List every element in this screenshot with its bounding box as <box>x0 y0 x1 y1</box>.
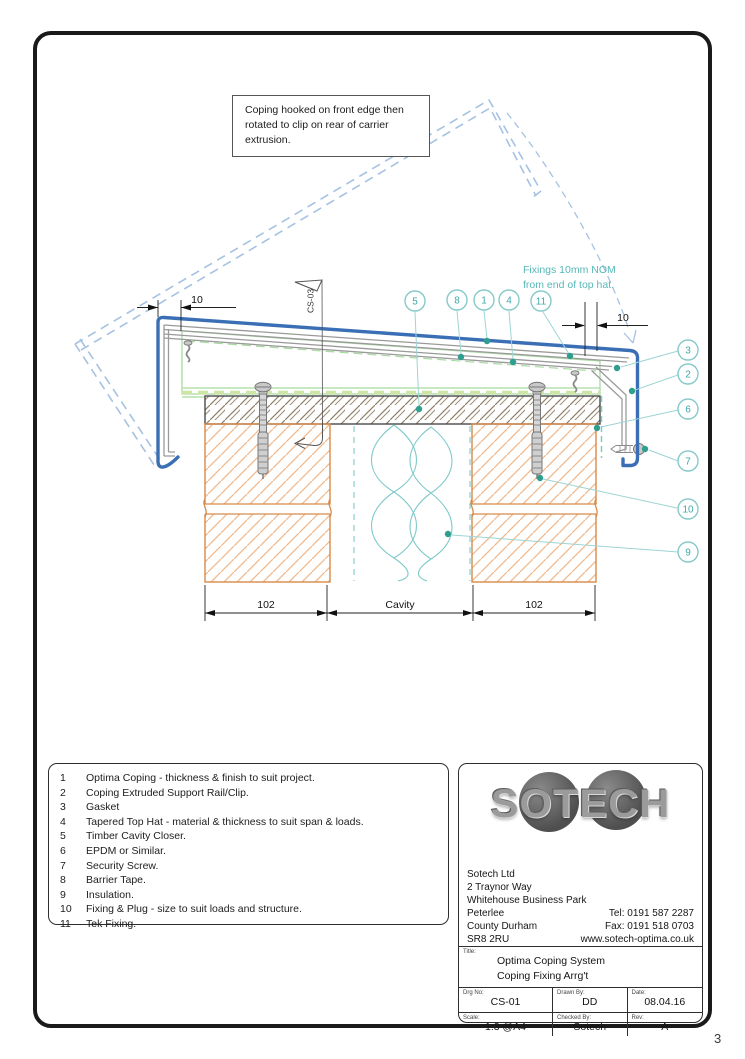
svg-text:9: 9 <box>685 547 691 559</box>
svg-text:8: 8 <box>454 295 460 307</box>
title-block-fields <box>459 987 702 1036</box>
callout-8 <box>447 290 467 310</box>
drawing-title-cell <box>459 946 702 987</box>
company-line: Whitehouse Business Park <box>467 895 587 906</box>
fixings-note-line1: Fixings 10mm NOM <box>523 264 616 276</box>
drawn-by-value: DD <box>582 996 598 1008</box>
rev-value: A <box>661 1021 669 1033</box>
callout-9 <box>678 542 698 562</box>
dim-cavity: Cavity <box>385 599 415 611</box>
drg-no-cell: Drg No: CS-01 <box>459 988 552 1012</box>
note-item-2: 2 Coping Extruded Support Rail/Clip. <box>60 786 249 799</box>
svg-text:10: 10 <box>682 504 694 516</box>
cavity-insulation <box>354 425 470 581</box>
callout-3 <box>678 340 698 360</box>
date-value: 08.04.16 <box>644 996 686 1008</box>
svg-text:7: 7 <box>685 456 691 468</box>
fixings-note-line2: from end of top hat. <box>523 279 615 291</box>
fax-number: Fax: 0191 518 0703 <box>605 921 694 932</box>
note-item-8: 8 Barrier Tape. <box>60 874 146 887</box>
callout-1 <box>474 290 494 310</box>
annotation-line: rotated to clip on rear of carrier <box>245 118 389 131</box>
page-number: 3 <box>714 1031 722 1046</box>
svg-text:1: 1 <box>481 295 487 307</box>
callout-11 <box>531 291 551 311</box>
sotech-logo <box>459 764 702 866</box>
company-line: 2 Traynor Way <box>467 882 532 893</box>
note-item-6: 6 EPDM or Similar. <box>60 844 166 857</box>
company-address <box>459 866 702 946</box>
title-label: Title: <box>463 949 476 955</box>
drawing-title-line2: Coping Fixing Arrg't <box>497 969 589 982</box>
company-line: Sotech Ltd <box>467 869 515 880</box>
drawing-title-line1: Optima Coping System <box>497 955 605 967</box>
callout-7 <box>678 451 698 471</box>
phone-number: Tel: 0191 587 2287 <box>608 908 694 919</box>
fixings-note <box>523 264 616 291</box>
callout-4 <box>499 290 519 310</box>
logo-wordmark: SOTECH <box>490 782 671 826</box>
drawn-by-cell: Drawn By: DD <box>552 988 627 1012</box>
dim-102-right: 102 <box>525 599 543 611</box>
callout-10 <box>678 499 698 519</box>
dim-102-left: 102 <box>257 599 275 611</box>
annotation-line: Coping hooked on front edge then <box>245 104 404 116</box>
note-item-11: 11 Tek Fixing. <box>60 917 137 930</box>
company-line: Peterlee <box>467 908 505 919</box>
drg-no-value: CS-01 <box>490 996 521 1008</box>
note-item-10: 10 Fixing & Plug - size to suit loads and structure. <box>60 903 302 916</box>
rev-cell: Rev: A <box>627 1012 703 1036</box>
scale-cell: Scale: 1:3 @A4 <box>459 1012 552 1036</box>
security-screw <box>611 444 645 455</box>
note-item-4: 4 Tapered Top Hat - material & thickness to suit span & loads. <box>60 815 364 828</box>
dim-right-10: 10 <box>617 312 629 324</box>
svg-text:3: 3 <box>685 345 691 357</box>
dim-left-10: 10 <box>191 294 203 306</box>
checked-by-cell: Checked By: Sotech <box>552 1012 627 1036</box>
svg-text:2: 2 <box>685 369 691 381</box>
notes-key-list <box>48 763 449 930</box>
date-cell: Date: 08.04.16 <box>627 988 703 1012</box>
callout-6 <box>678 399 698 419</box>
title-block <box>458 763 703 1033</box>
callout-5 <box>405 291 425 311</box>
scale-value: 1:3 @A4 <box>484 1021 526 1033</box>
annotation-box <box>232 95 430 157</box>
note-item-5: 5 Timber Cavity Closer. <box>60 830 186 843</box>
note-item-1: 1 Optima Coping - thickness & finish to suit project. <box>60 772 315 784</box>
note-item-3: 3 Gasket <box>60 801 120 814</box>
note-item-9: 9 Insulation. <box>60 888 134 901</box>
callout-2 <box>678 364 698 384</box>
svg-text:5: 5 <box>412 296 418 308</box>
svg-text:6: 6 <box>685 404 691 416</box>
website-link[interactable]: www.sotech-optima.co.uk <box>580 934 694 945</box>
note-item-7: 7 Security Screw. <box>60 859 159 872</box>
company-line: SR8 2RU <box>467 934 510 945</box>
checked-by-value: Sotech <box>573 1021 607 1033</box>
svg-text:4: 4 <box>506 295 512 307</box>
company-line: County Durham <box>467 921 538 932</box>
annotation-line: extrusion. <box>245 133 291 146</box>
svg-text:11: 11 <box>535 296 547 308</box>
section-flag-label: CS-03 <box>305 288 316 313</box>
